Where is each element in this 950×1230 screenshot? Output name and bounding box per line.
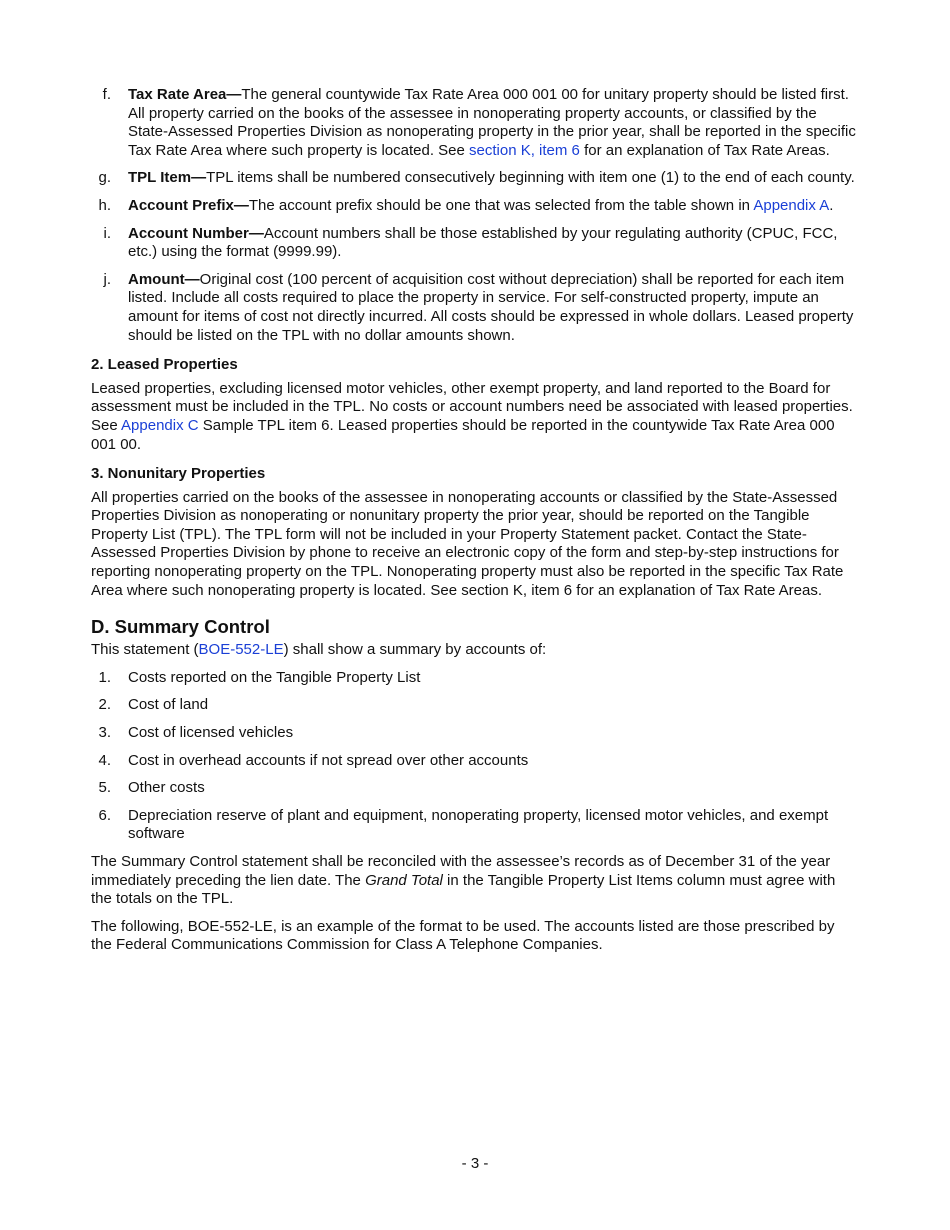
leased-properties-heading: 2. Leased Properties <box>91 356 238 374</box>
field-definitions-list <box>91 86 859 345</box>
list-item: j. Amount—Original cost (100 percent of acquisition cost without depreciation) shall be reported for each item listed. Include all costs required to place the property in service. For self-constructed property, impute an amount for items of cost not directly incurred. All costs should be expressed in whole dollars. Leased property should be listed on the TPL with no dollar amounts shown. <box>103 270 854 344</box>
item-term: Tax Rate Area— <box>128 86 242 103</box>
nonunitary-properties-text: All properties carried on the books of the assessee in nonoperating accounts or classified by the State-Assessed Properties Division as nonoperating or nonunitary property the prior year, should be reported on the Tangible Property List (TPL). The TPL form will not be included in your Property Statement packet. Contact the State-Assessed Properties Division by phone to receive an electronic copy of the form and step-by-step instructions for reporting nonoperating property on the TPL. Nonoperating property must also be reported in the specific Tax Rate Area where such nonoperating property is located. See section K, item 6 for an explanation of Tax Rate Areas. <box>91 488 844 599</box>
appendix-a-link[interactable]: Appendix A <box>753 196 830 214</box>
list-item: 2. Cost of land <box>98 696 209 714</box>
list-item: 5. Other costs <box>98 779 205 797</box>
list-item: 6. Depreciation reserve of plant and equipment, nonoperating property, licensed motor vehicles, and exempt software <box>98 806 829 843</box>
nonunitary-properties-heading: 3. Nonunitary Properties <box>91 465 266 483</box>
item-term: Account Number— <box>128 224 264 242</box>
list-item: 3. Cost of licensed vehicles <box>98 724 294 742</box>
example-text: The following, BOE-552-LE, is an example of the format to be used. The accounts listed are those prescribed by the Federal Communications Commission for Class A Telephone Companies. <box>91 917 835 954</box>
boe-552-le-link[interactable]: BOE-552-LE <box>198 641 284 659</box>
item-term: Account Prefix— <box>128 196 249 214</box>
list-item: 4. Cost in overhead accounts if not spread over other accounts <box>98 751 529 769</box>
list-item: 1. Costs reported on the Tangible Property List <box>98 668 421 686</box>
item-term: TPL Item— <box>128 169 207 187</box>
section-k-link[interactable]: section K, item 6 <box>469 141 580 159</box>
summary-intro: This statement (BOE-552-LE) shall show a summary by accounts of: <box>91 641 547 659</box>
list-item: h. Account Prefix—The account prefix should be one that was selected from the table shown in Appendix A. <box>98 196 834 214</box>
summary-list <box>91 669 859 844</box>
list-item: g. TPL Item—TPL items shall be numbered consecutively beginning with item one (1) to the end of each county. <box>98 169 855 187</box>
grand-total-emphasis: Grand Total <box>365 871 443 889</box>
leased-properties-text: Leased properties, excluding licensed motor vehicles, other exempt property, and land reported to the Board for assessment must be included in the TPL. No costs or account numbers need be associated with leased properties. See Appendix C Sample TPL item 6. Leased properties should be reported in the countywide Tax Rate Area 000 001 00. <box>91 379 853 453</box>
list-item: i. Account Number—Account numbers shall be those established by your regulating authority (CPUC, FCC, etc.) using the format (9999.99). <box>103 224 838 261</box>
appendix-c-link[interactable]: Appendix C <box>121 416 199 434</box>
reconcile-text: The Summary Control statement shall be reconciled with the assessee’s records as of December 31 of the year immediately preceding the lien date. The Grand Total in the Tangible Property List Items column must agree with the totals on the TPL. <box>91 853 836 908</box>
list-item: f. Tax Rate Area—The general countywide Tax Rate Area 000 001 00 for unitary property should be listed first. All property carried on the books of the assessee in nonoperating property accounts, or classified by the State-Assessed Properties Division as nonoperating property in the prior year, shall be reported in the specific Tax Rate Area where such property is located. See section K, item 6 for an explanation of Tax Rate Areas. <box>102 86 856 159</box>
item-term: Amount— <box>128 270 200 288</box>
page-number: - 3 - <box>461 1155 489 1172</box>
page-content <box>91 86 859 964</box>
summary-control-heading: D. Summary Control <box>91 616 270 638</box>
